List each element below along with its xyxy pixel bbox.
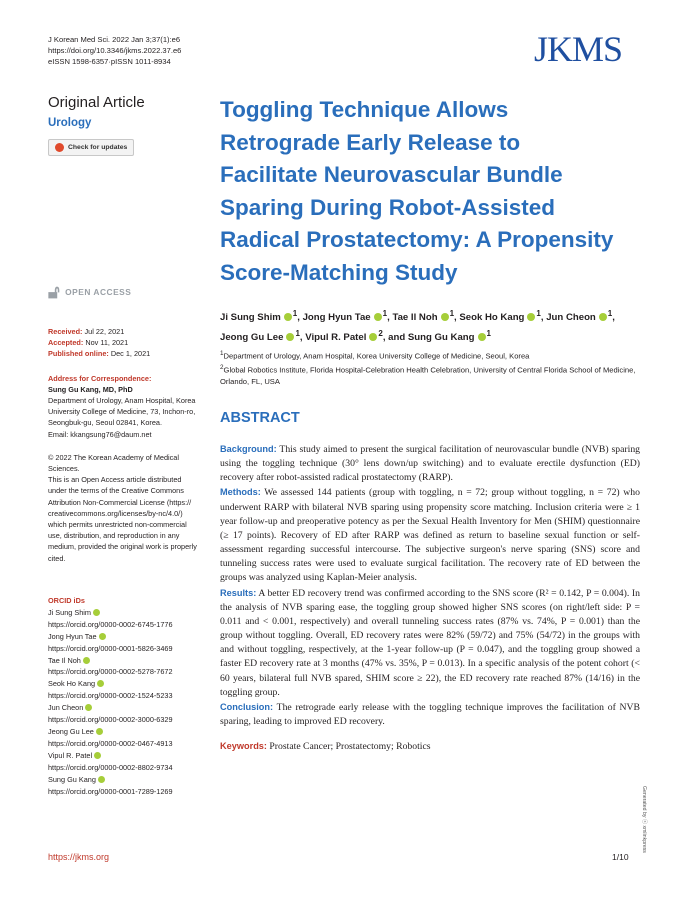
abstract-body	[220, 442, 640, 754]
open-lock-icon: 🔓︎	[48, 282, 61, 302]
correspondence-line: Department of Urology, Anam Hospital, Korea	[48, 396, 196, 406]
generator-note: Generated by ⓧ xmlinkpress	[641, 786, 647, 853]
author-name: Jun Cheon	[546, 312, 596, 324]
orcid-icon[interactable]	[369, 333, 377, 341]
orcid-icon[interactable]	[96, 728, 103, 735]
affiliation: $^2$Global Robotics Institute, Florida Hospital-Celebration Health Celebration, University of Central Florida School of Medicine, Orlando, FL, USA	[220, 363, 636, 386]
orcid-link[interactable]: https://orcid.org/0000-0002-0467-4913	[48, 738, 173, 748]
orcid-icon[interactable]	[527, 313, 535, 321]
article-title: Toggling Technique Allows Retrograde Early Release to Facilitate Neurovascular Bundle Sparing During Robot-Assisted Radical Prostatectomy: A Propensity Score-Matching Study	[220, 97, 614, 285]
published-line: Published online: Dec 1, 2021	[48, 349, 151, 359]
orcid-link[interactable]: https://orcid.org/0000-0002-6745-1776	[48, 619, 173, 629]
orcid-icon[interactable]	[478, 333, 486, 341]
orcid-icon[interactable]	[286, 333, 294, 341]
orcid-link[interactable]: https://orcid.org/0000-0002-5278-7672	[48, 667, 173, 677]
affiliation-marker: 2	[378, 328, 383, 338]
affiliation-marker: 1	[292, 309, 298, 318]
orcid-icon[interactable]	[441, 313, 449, 321]
orcid-name: Jong Hyun Tae	[48, 631, 218, 643]
article-type: Original Article	[48, 94, 145, 111]
author-name: Vipul R. Patel	[305, 331, 367, 343]
orcid-icon[interactable]	[85, 704, 92, 711]
orcid-link[interactable]: https://orcid.org/0000-0001-7289-1269	[48, 786, 173, 796]
orcid-link[interactable]: https://orcid.org/0000-0002-8802-9734	[48, 762, 173, 772]
check-updates-button[interactable]	[48, 139, 134, 156]
page-number: 1/10	[612, 852, 629, 862]
affiliation-marker: 1	[449, 309, 455, 318]
abstract-conclusion: Conclusion: The retrograde early release with the toggling technique improves the facilitation of NVB sparing, leading to improved ED recovery.	[220, 701, 640, 727]
orcid-name: Jun Cheon	[48, 702, 218, 714]
affiliation-marker: 1	[607, 309, 613, 318]
affiliation-marker: 1	[382, 309, 388, 318]
copyright-block	[48, 452, 208, 564]
orcid-list	[48, 595, 218, 797]
orcid-name: Seok Ho Kang	[48, 678, 218, 690]
orcid-name: Tae Il Noh	[48, 655, 218, 667]
accepted-line: Accepted: Nov 11, 2021	[48, 338, 129, 348]
author-name: Jeong Gu Lee	[220, 331, 284, 343]
orcid-icon[interactable]	[99, 633, 106, 640]
check-updates-label: Check for updates	[68, 144, 128, 151]
article-meta	[48, 326, 208, 564]
orcid-name: Jeong Gu Lee	[48, 726, 218, 738]
abstract-results: Results: A better ED recovery trend was confirmed according to the SNS score (R² = 0.142, P = 0.004). In the analysis of NVB sparing ease, the toggling group showed higher SNS scores (on right/left side: P = 0.011 and < 0.001, respectively) and overall tunneling success rates (87% vs. 74%, P = 0.001) than the group without toggling. Overall, ED recovery rates were 82% (59/72) and 75% (54/72) in the groups with and without toggling, respectively, at the 1-year follow-up (P = 0.047), and the toggling group showed a faster ED recovery rate at 3 months (47% vs. 35%, P = 0.013). In a specific analysis of the potent cohort (< 60 years, bilateral full NVB spared, SHIM score ≥ 22), the ED recovery rate reached 87% (14/16) in the toggling group.	[220, 587, 640, 698]
license-link[interactable]: creativecommons.org/licenses/by-nc/4.0/)	[48, 508, 183, 518]
copyright-line: Attribution Non-Commercial License (https://	[48, 497, 192, 507]
affiliations	[220, 348, 640, 387]
affiliation-marker: 1	[295, 328, 300, 338]
copyright-line: Sciences.	[48, 464, 80, 474]
author-name: Jong Hyun Tae	[302, 312, 371, 324]
copyright-line: which permits unrestricted non-commercial	[48, 520, 187, 530]
orcid-link[interactable]: https://orcid.org/0000-0001-5826-3469	[48, 643, 173, 653]
orcid-heading: ORCID iDs	[48, 596, 85, 605]
abstract-heading: ABSTRACT	[220, 410, 300, 426]
journal-logo: JKMS	[534, 29, 623, 69]
copyright-line: medium, provided the original work is properly	[48, 542, 197, 552]
orcid-icon[interactable]	[599, 313, 607, 321]
doi-link[interactable]: https://doi.org/10.3346/jkms.2022.37.e6	[48, 46, 182, 55]
issn: eISSN 1598-6357·pISSN 1011-8934	[48, 57, 171, 66]
copyright-line: © 2022 The Korean Academy of Medical	[48, 452, 179, 462]
received-line: Received: Jul 22, 2021	[48, 327, 125, 336]
orcid-link[interactable]: https://orcid.org/0000-0002-1524-5233	[48, 691, 173, 701]
left-column	[48, 94, 198, 157]
orcid-link[interactable]: https://orcid.org/0000-0002-3000-6329	[48, 715, 173, 725]
keywords: Keywords: Prostate Cancer; Prostatectomy; Robotics	[220, 741, 431, 753]
author-name: Tae Il Noh	[392, 312, 438, 324]
correspondence-line: Seongbuk-gu, Seoul 02841, Korea.	[48, 418, 162, 428]
author-name: Sung Gu Kang	[407, 331, 475, 343]
orcid-icon[interactable]	[93, 609, 100, 616]
abstract-methods: Methods: We assessed 144 patients (group with toggling, n = 72; group without toggling, n = 72) who underwent RARP with bilateral NVB sparing using propensity score matching. Inclusion criteria were ≥ 1 year follow-up and preoperative potency as per the Sexual Health Inventory for Men (SHIM) questionnaire (≥ 17 points). Recovery of ED after RARP was defined as return to baseline sexual function or self-assessment regarding successful intercourse. The subjective surgeon's nerve sparing (SNS) score and tunneling success rates were used to evaluate surgical facilitation. The recovery rate of ED between the groups was analyzed using Kaplan-Meier analysis.	[220, 487, 640, 584]
orcid-name: Sung Gu Kang	[48, 774, 218, 786]
abstract-background: Background: This study aimed to present the surgical facilitation of neurovascular bundle (NVB) sparing using the toggling technique (30° lens down/up switching) and to evaluate erectile dysfunction (ED) recovery after robot-assisted radical prostatectomy (RARP).	[220, 444, 641, 484]
correspondence-name: Sung Gu Kang, MD, PhD	[48, 384, 133, 394]
author-name: Seok Ho Kang	[459, 312, 525, 324]
affiliation-marker: 1	[536, 309, 541, 318]
author-list: Ji Sung Shim $^1$, Jong Hyun Tae $^1$, Tae Il Noh $^1$, Seok Ho Kang $^1$, Jun Cheon $^1$, Jeong Gu Lee $^1$, Vipul R. Patel $^2$, and Sung Gu Kang $^1$	[220, 309, 615, 343]
correspondence-email[interactable]: Email: kkangsung76@daum.net	[48, 429, 152, 439]
copyright-line: cited.	[48, 553, 66, 563]
orcid-icon[interactable]	[374, 313, 382, 321]
crossmark-icon	[55, 143, 64, 152]
orcid-icon[interactable]	[284, 313, 292, 321]
correspondence-line: University College of Medicine, 73, Inchon-ro,	[48, 407, 196, 417]
correspondence-heading: Address for Correspondence:	[48, 373, 152, 383]
affiliation-marker: 1	[486, 328, 491, 338]
orcid-icon[interactable]	[98, 776, 105, 783]
author-name: Ji Sung Shim	[220, 312, 281, 324]
open-access-label: OPEN ACCESS	[65, 287, 132, 297]
orcid-name: Ji Sung Shim	[48, 607, 218, 619]
orcid-icon[interactable]	[83, 657, 90, 664]
affiliation: $^1$Department of Urology, Anam Hospital, Korea University College of Medicine, Seoul, Korea	[220, 350, 530, 361]
copyright-line: use, distribution, and reproduction in any	[48, 531, 180, 541]
orcid-icon[interactable]	[94, 752, 101, 759]
article-subject: Urology	[48, 117, 92, 129]
orcid-icon[interactable]	[97, 680, 104, 687]
journal-header	[48, 34, 181, 67]
copyright-line: This is an Open Access article distributed	[48, 475, 182, 485]
orcid-name: Vipul R. Patel	[48, 750, 218, 762]
journal-url-link[interactable]: https://jkms.org	[48, 852, 110, 862]
open-access-badge	[48, 283, 131, 301]
copyright-line: under the terms of the Creative Commons	[48, 486, 184, 496]
citation: J Korean Med Sci. 2022 Jan 3;37(1):e6	[48, 35, 181, 44]
